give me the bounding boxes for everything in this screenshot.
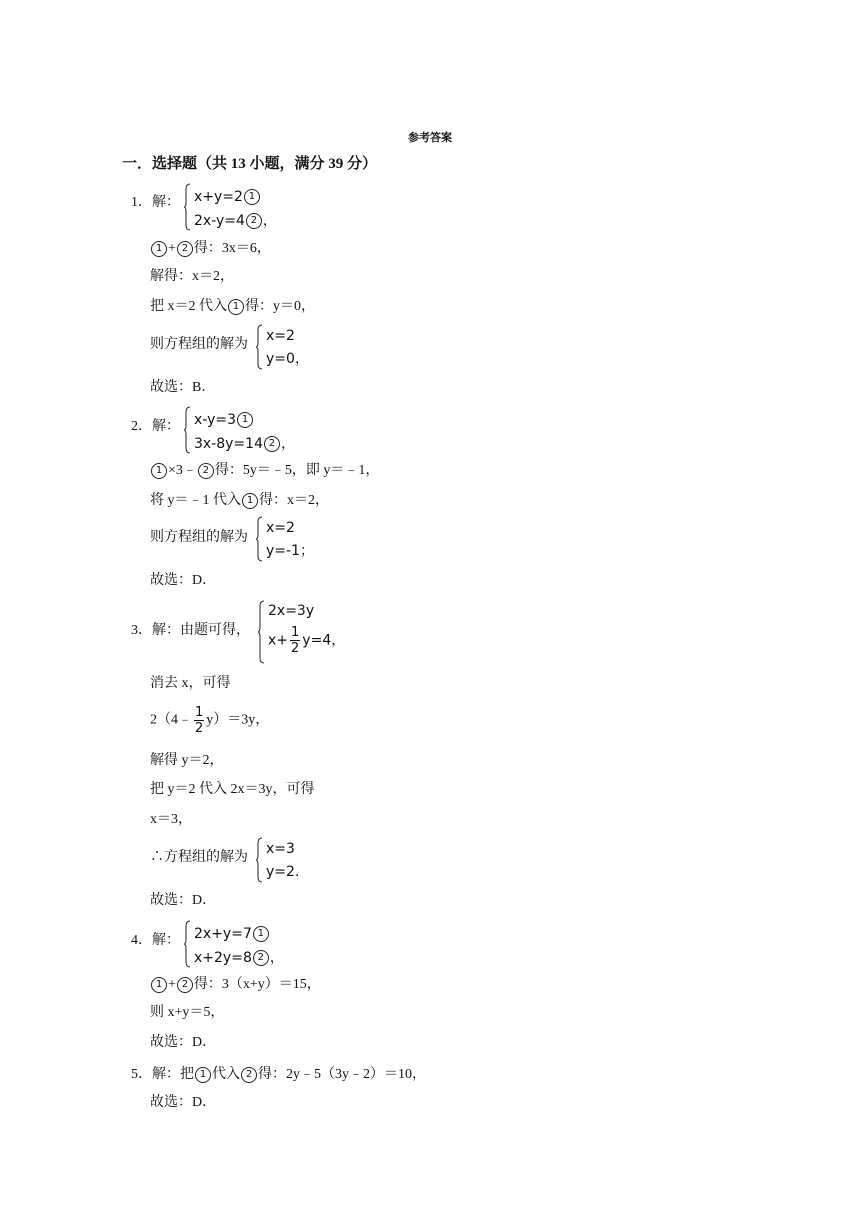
q4-label: 4．解： bbox=[131, 933, 180, 948]
brace-icon bbox=[184, 183, 191, 231]
q3-step5: x＝3， bbox=[150, 812, 192, 827]
q4-equation-system bbox=[184, 920, 284, 968]
q3-answer: 故选：D． bbox=[150, 893, 217, 908]
q1-sol-y: y=0， bbox=[266, 351, 309, 367]
q3-step6: ∴方程组的解为 bbox=[150, 850, 248, 865]
q1-step1: 1 + 2 得：3x＝6， bbox=[150, 241, 271, 257]
q4-step1: 1 + 2 得：3（x+y）＝15， bbox=[150, 977, 321, 993]
circled-2-icon: 2 bbox=[246, 213, 262, 229]
brace-icon bbox=[258, 600, 265, 664]
q2-sol-y: y=-1； bbox=[266, 543, 314, 559]
circled-2-icon: 2 bbox=[198, 463, 214, 479]
circled-1-icon: 1 bbox=[151, 463, 167, 479]
fraction-half: $\frac{1}{2}$ bbox=[291, 625, 300, 656]
brace-icon bbox=[256, 324, 263, 370]
circled-2-icon: 2 bbox=[253, 950, 269, 966]
q1-eq1: x+y=2 1 bbox=[194, 189, 261, 205]
fraction-half: $\frac{1}{2}$ bbox=[195, 705, 204, 736]
q3-step4: 把 y＝2 代入 2x＝3y，可得 bbox=[150, 782, 315, 797]
q2-label: 2．解： bbox=[131, 419, 180, 434]
circled-1-icon: 1 bbox=[237, 412, 253, 428]
q1-solution bbox=[256, 324, 316, 370]
q3-step3: 解得 y＝2， bbox=[150, 753, 224, 768]
q2-eq1: x-y=3 1 bbox=[194, 412, 254, 428]
q1-step4: 则方程组的解为 bbox=[150, 337, 248, 352]
brace-icon bbox=[184, 406, 191, 454]
q2-eq2: 3x-8y=14 2 ， bbox=[194, 436, 295, 452]
brace-icon bbox=[184, 920, 191, 968]
q5-answer: 故选：D． bbox=[150, 1095, 217, 1110]
q3-solution bbox=[256, 837, 316, 883]
section-heading: 一．选择题（共 13 小题，满分 39 分） bbox=[122, 156, 378, 172]
q2-step2: 将 y＝﹣1 代入 1 得：x＝2， bbox=[150, 493, 329, 509]
q2-sol-x: x=2 bbox=[266, 520, 295, 536]
circled-1-icon: 1 bbox=[228, 299, 244, 315]
q1-step3: 把 x＝2 代入 1 得：y＝0， bbox=[150, 299, 315, 315]
q4-eq2: x+2y=8 2 ， bbox=[194, 950, 284, 966]
q2-step3: 则方程组的解为 bbox=[150, 530, 248, 545]
brace-icon bbox=[256, 837, 263, 883]
q1-equation-system bbox=[184, 183, 284, 231]
q1-step2: 解得：x＝2， bbox=[150, 269, 234, 284]
q5-line1: 5．解：把 1 代入 2 得：2y﹣5（3y﹣2）＝10， bbox=[131, 1067, 426, 1083]
circled-1-icon: 1 bbox=[151, 241, 167, 257]
q2-equation-system bbox=[184, 406, 294, 454]
circled-1-icon: 1 bbox=[151, 977, 167, 993]
circled-2-icon: 2 bbox=[177, 241, 193, 257]
q3-sol-y: y=2． bbox=[266, 864, 309, 880]
q3-eq2: x+ $\frac{1}{2}$ y=4， bbox=[268, 625, 346, 656]
q1-sol-x: x=2 bbox=[266, 328, 295, 344]
brace-icon bbox=[256, 516, 263, 562]
q3-equation-system bbox=[258, 600, 348, 664]
circled-1-icon: 1 bbox=[242, 493, 258, 509]
circled-1-icon: 1 bbox=[195, 1067, 211, 1083]
q3-step2: 2（4﹣ $\frac{1}{2}$ y）＝3y， bbox=[150, 705, 270, 736]
q3-label: 3．解：由题可得， bbox=[131, 623, 250, 638]
circled-2-icon: 2 bbox=[241, 1067, 257, 1083]
q4-step2: 则 x+y＝5， bbox=[150, 1005, 225, 1020]
q3-eq1: 2x=3y bbox=[268, 603, 315, 619]
q3-sol-x: x=3 bbox=[266, 841, 295, 857]
q4-answer: 故选：D． bbox=[150, 1035, 217, 1050]
q4-eq1: 2x+y=7 1 bbox=[194, 926, 270, 942]
circled-1-icon: 1 bbox=[253, 926, 269, 942]
q1-eq2: 2x-y=4 2 ， bbox=[194, 213, 277, 229]
q2-solution bbox=[256, 516, 316, 562]
q2-step1: 1 ×3﹣ 2 得：5y＝﹣5，即 y＝﹣1， bbox=[150, 463, 379, 479]
page-title: 参考答案 bbox=[408, 132, 452, 144]
q1-label: 1．解： bbox=[131, 195, 180, 210]
circled-1-icon: 1 bbox=[244, 189, 260, 205]
q2-answer: 故选：D． bbox=[150, 573, 217, 588]
circled-2-icon: 2 bbox=[264, 436, 280, 452]
q3-step1: 消去 x，可得 bbox=[150, 676, 231, 691]
circled-2-icon: 2 bbox=[177, 977, 193, 993]
q1-answer: 故选：B． bbox=[150, 380, 216, 395]
